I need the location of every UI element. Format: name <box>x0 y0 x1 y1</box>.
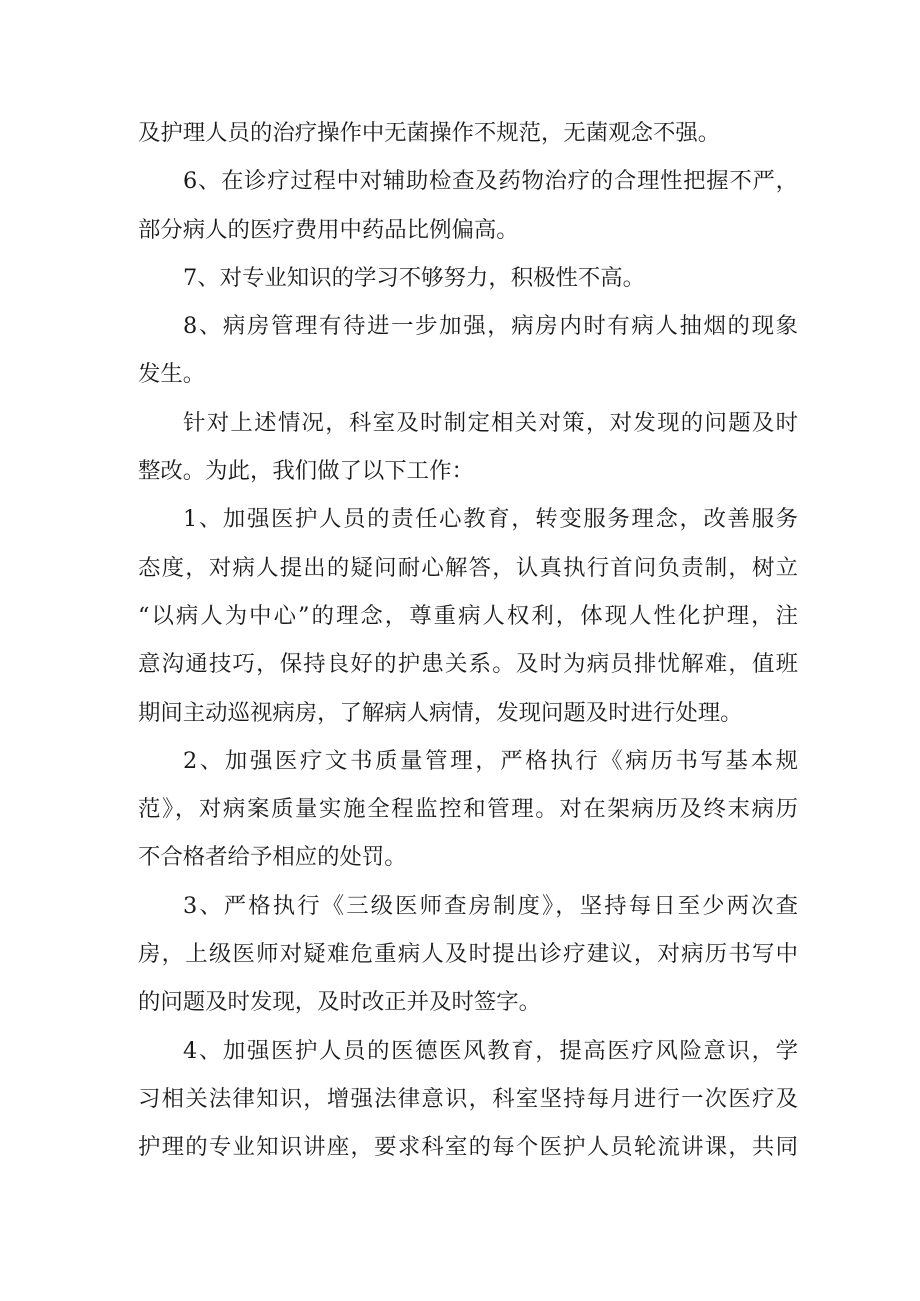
text-line: 整改。为此，我们做了以下工作： <box>138 458 474 485</box>
text-line: 意沟通技巧，保持良好的护患关系。及时为病员排忧解难，值班 <box>138 651 798 678</box>
text-line: 3、严格执行《三级医师查房制度》，坚持每日至少两次查 <box>183 892 798 919</box>
paragraph <box>138 882 798 1027</box>
text-line: 及护理人员的治疗操作中无菌操作不规范，无菌观念不强。 <box>138 120 721 146</box>
text-line: 习相关法律知识，增强法律意识，科室坚持每月进行一次医疗及 <box>138 1085 798 1112</box>
text-line: 的问题及时发现，及时改正并及时签字。 <box>138 989 542 1016</box>
text-line: 不合格者给予相应的处罚。 <box>138 844 407 871</box>
paragraph <box>138 495 798 736</box>
text-line: 8、病房管理有待进一步加强，病房内时有病人抽烟的现象 <box>183 313 798 340</box>
text-line: 1、加强医护人员的责任心教育，转变服务理念，改善服务 <box>183 506 798 533</box>
text-line: 房，上级医师对疑难危重病人及时提出诊疗建议，对病历书写中 <box>138 941 798 968</box>
text-line: 6、在诊疗过程中对辅助检查及药物治疗的合理性把握不严， <box>183 168 798 195</box>
paragraph <box>138 399 798 496</box>
paragraph <box>138 157 798 254</box>
document-page <box>138 109 798 1172</box>
paragraph <box>138 109 798 157</box>
text-line: 发生。 <box>138 361 206 388</box>
text-line: “以病人为中心”的理念，尊重病人权利，体现人性化护理，注 <box>138 602 798 629</box>
text-line: 部分病人的医疗费用中药品比例偏高。 <box>138 216 519 243</box>
paragraph <box>138 737 798 882</box>
text-line: 护理的专业知识讲座，要求科室的每个医护人员轮流讲课，共同 <box>138 1134 798 1161</box>
text-line: 期间主动巡视病房，了解病人病情，发现问题及时进行处理。 <box>138 699 743 726</box>
text-line: 态度，对病人提出的疑问耐心解答，认真执行首问负责制，树立 <box>138 554 798 581</box>
text-line: 2、加强医疗文书质量管理，严格执行《病历书写基本规 <box>183 747 798 774</box>
paragraph <box>138 254 798 302</box>
text-line: 4、加强医护人员的医德医风教育，提高医疗风险意识，学 <box>183 1037 798 1064</box>
text-line: 范》，对病案质量实施全程监控和管理。对在架病历及终末病历 <box>138 796 798 823</box>
text-line: 7、对专业知识的学习不够努力，积极性不高。 <box>183 264 646 291</box>
text-line: 针对上述情况，科室及时制定相关对策，对发现的问题及时 <box>183 409 798 436</box>
paragraph <box>138 302 798 399</box>
paragraph <box>138 1027 798 1172</box>
